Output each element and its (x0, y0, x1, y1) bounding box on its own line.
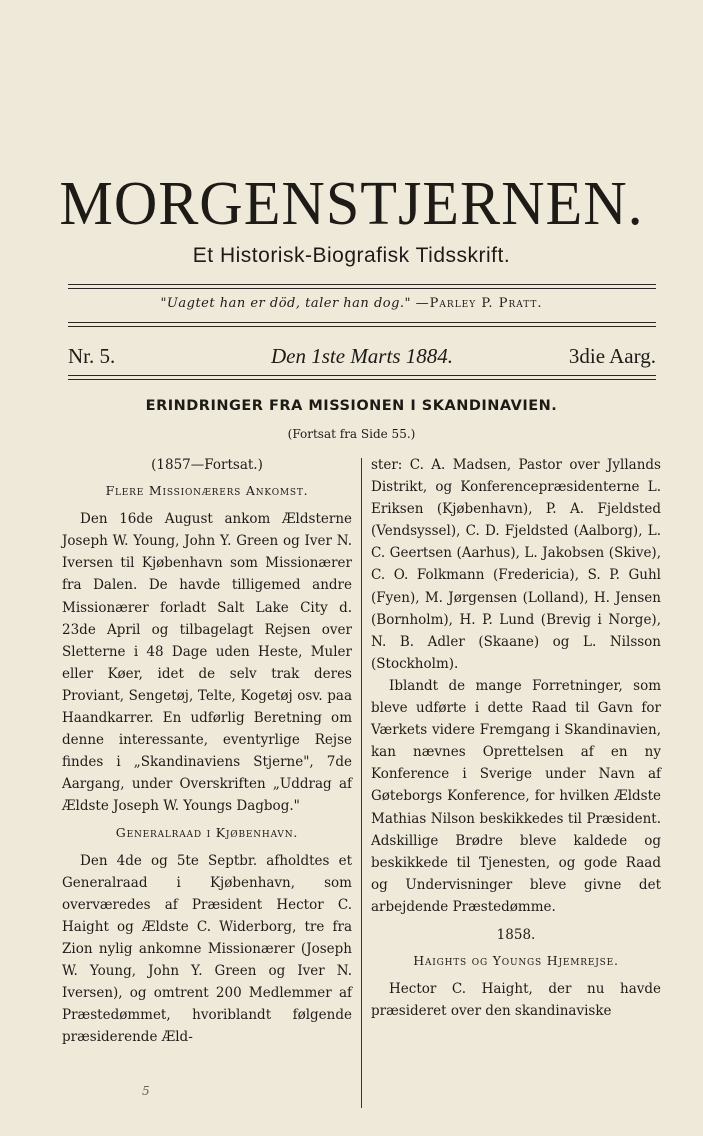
rule-top-2 (68, 288, 656, 289)
rule-top-1 (68, 284, 656, 285)
paragraph-business: Iblandt de mange Forretninger, som bleve udførte i dette Raad til Gavn for Værkets videre Fremgang i Skandinavien, kan nævnes Oprettelsen af en ny Konference i Sverige under Navn af Gøteborgs Konference, for hvilken Ældste Mathias Nilson beskikkedes til Præsident. Adskillige Brødre bleve kaldede og beskikkede til Tjenesten, og gode Raad og Undervisninger bleve givne det arbejdende Præstedømme. (371, 677, 661, 915)
masthead-subtitle: Et Historisk-Biografisk Tidsskrift. (192, 244, 511, 267)
continued-note: (Fortsat fra Side 55.) (287, 427, 416, 441)
issue-number: Nr. 5. (68, 344, 116, 368)
year-heading-1857: (1857—Fortsat.) (151, 457, 263, 473)
rule-mid-2 (68, 326, 656, 327)
rule-issue-2 (68, 379, 656, 380)
column-divider (361, 458, 362, 1108)
right-column (371, 454, 661, 1022)
issue-volume: 3die Aarg. (568, 344, 656, 368)
subheading-council: Generalraad i Kjøbenhavn. (115, 824, 299, 840)
rule-issue-1 (68, 375, 656, 376)
issue-date: Den 1ste Marts 1884. (271, 344, 453, 368)
subheading-return: Haights og Youngs Hjemrejse. (413, 953, 619, 969)
masthead-title: MORGENSTJERNEN. (59, 170, 644, 238)
issue-line (68, 344, 656, 370)
paragraph-haight: Hector C. Haight, der nu havde præsideret over den skandinaviske (371, 981, 661, 1020)
year-heading-1858: 1858. (496, 926, 536, 943)
paragraph-elders-list: ster: C. A. Madsen, Pastor over Jyllands Distrikt, og Konferencepræsidenterne L. Eriksen (Kjøbenhavn), P. A. Fjeldsted (Vendsyssel), C. D. Fjeldsted (Aalborg), L. C. Geertsen (Aarhus), L. Jakobsen (Skive), C. O. Folkmann (Fredericia), S. P. Guhl (Fyen), M. Jørgensen (Lolland), H. Jensen (Bornholm), H. P. Lund (Brevig i Norge), N. B. Adler (Skaane) og L. Nilsson (Stockholm). (371, 457, 661, 672)
paragraph-arrivals: Den 16de August ankom Ældsterne Joseph W. Young, John Y. Green og Iver N. Iversen til Kjøbenhavn som Missionærer fra Dalen. De havde tilligemed andre Missionærer forladt Salt Lake City d. 23de April og tilbagelagt Rejsen over Sletterne i 48 Dage uden Heste, Muler eller Køer, idet de selv trak deres Proviant, Sengetøj, Telte, Kogetøj osv. paa Haandkarrer. En udførlig Beretning om denne interessante, eventyrlige Rejse findes i „Skandinaviens Stjerne", 7de Aargang, under Overskriften „Uddrag af Ældste Joseph W. Youngs Dagbog." (62, 511, 352, 815)
paragraph-council: Den 4de og 5te Septbr. afholdtes et Generalraad i Kjøbenhavn, som overværedes af Præsident Hector C. Haight og Ældste C. Widerborg, tre fra Zion nylig ankomne Missionærer (Joseph W. Young, John Y. Green og Iver N. Iversen), og omtrent 200 Medlemmer af Præstedømmet, hvoriblandt følgende præsiderende Æld- (62, 852, 352, 1046)
epigraph-text: "Uagtet han er död, taler han dog." (160, 296, 412, 311)
page-signature: 5 (142, 1084, 150, 1098)
subheading-arrivals: Flere Missionærers Ankomst. (105, 483, 309, 499)
epigraph (0, 296, 703, 311)
article-heading: ERINDRINGER FRA MISSIONEN I SKANDINAVIEN. (145, 398, 558, 414)
epigraph-author: —Parley P. Pratt. (415, 296, 543, 311)
left-column (62, 454, 352, 1048)
rule-mid-1 (68, 322, 656, 323)
